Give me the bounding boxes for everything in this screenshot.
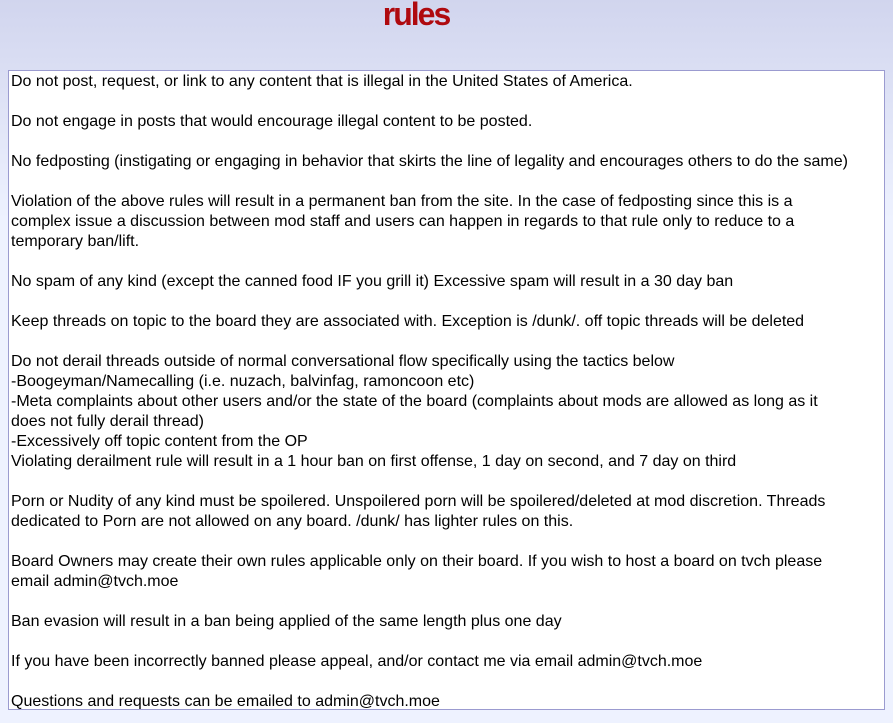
rule-line: Do not post, request, or link to any content that is illegal in the United States of America.: [11, 73, 633, 90]
rule-line: No fedposting (instigating or engaging in behavior that skirts the line of legality and encourages others to do the same): [11, 153, 848, 170]
rule-board-owners: [11, 552, 882, 592]
page-title: rules: [382, 0, 450, 32]
rule-line: -Meta complaints about other users and/or the state of the board (complaints about mods are allowed as long as it: [11, 393, 818, 410]
rule-on-topic: [11, 312, 882, 332]
rule-line: No spam of any kind (except the canned food IF you grill it) Excessive spam will result in a 30 day ban: [11, 273, 734, 290]
rule-line: Ban evasion will result in a ban being applied of the same length plus one day: [11, 613, 562, 630]
rule-line: -Excessively off topic content from the OP: [11, 433, 308, 450]
rule-line: Keep threads on topic to the board they are associated with. Exception is /dunk/. off topic threads will be deleted: [11, 313, 805, 330]
rule-line: does not fully derail thread): [11, 413, 204, 430]
rule-line: -Boogeyman/Namecalling (i.e. nuzach, balvinfag, ramoncoon etc): [11, 373, 475, 390]
rule-line: Do not engage in posts that would encourage illegal content to be posted.: [11, 113, 533, 130]
rule-contact: [11, 692, 882, 710]
rule-line: complex issue a discussion between mod staff and users can happen in regards to that rule only to reduce to a: [11, 213, 795, 230]
rule-no-fedposting: [11, 152, 882, 172]
rule-line: email admin@tvch.moe: [11, 573, 179, 590]
rule-line: If you have been incorrectly banned please appeal, and/or contact me via email admin@tvch.moe: [11, 653, 703, 670]
rule-encourage-illegal: [11, 112, 882, 132]
rule-line: Board Owners may create their own rules applicable only on their board. If you wish to host a board on tvch please: [11, 553, 823, 570]
rules-box: [8, 70, 885, 710]
rule-line: temporary ban/lift.: [11, 233, 140, 250]
rule-line: Violating derailment rule will result in a 1 hour ban on first offense, 1 day on second, and 7 day on third: [11, 453, 737, 470]
rule-spoiler-nudity: [11, 492, 882, 532]
rule-ban-evasion: [11, 612, 882, 632]
rule-no-derail: [11, 352, 882, 472]
rule-line: Porn or Nudity of any kind must be spoilered. Unspoilered porn will be spoilered/deleted at mod discretion. Threads: [11, 493, 826, 510]
rule-violation-ban: [11, 192, 882, 252]
rule-no-spam: [11, 272, 882, 292]
rule-line: Violation of the above rules will result in a permanent ban from the site. In the case of fedposting since this is a: [11, 193, 793, 210]
rule-line: Questions and requests can be emailed to admin@tvch.moe: [11, 693, 440, 710]
rule-illegal-content: [11, 72, 882, 92]
rule-appeal: [11, 652, 882, 672]
rule-line: dedicated to Porn are not allowed on any board. /dunk/ has lighter rules on this.: [11, 513, 574, 530]
rule-line: Do not derail threads outside of normal conversational flow specifically using the tactics below: [11, 353, 675, 370]
